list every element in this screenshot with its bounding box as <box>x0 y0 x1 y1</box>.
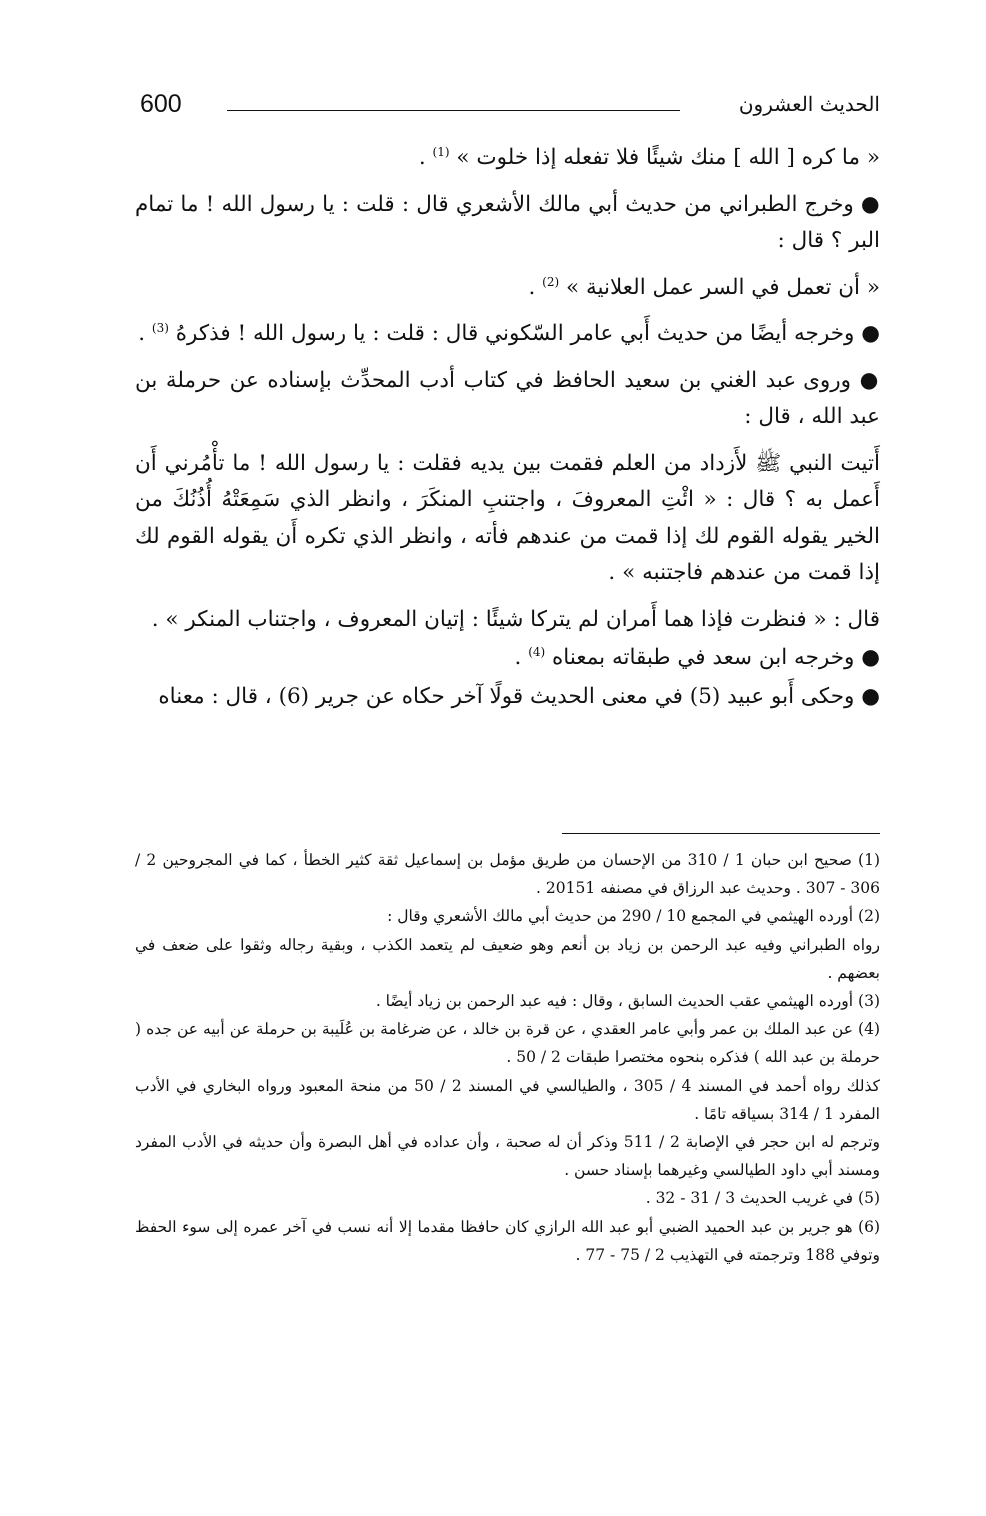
bullet-icon: ● <box>861 645 880 670</box>
footnote-ref: (4) <box>528 644 546 659</box>
footnote-ref: (2) <box>542 274 560 289</box>
paragraph-text: وخرجه أيضًا من حديث أَبي عامر السّكوني قال : قلت : يا رسول الله ! فذكرهُ <box>175 321 855 346</box>
body-paragraph <box>135 270 880 307</box>
paragraph-text: « أن تعمل في السر عمل العلانية » <box>565 274 880 300</box>
footnote: (5) في غريب الحديث 3 / 31 - 32 . <box>645 1189 880 1208</box>
footnote: (4) عن عبد الملك بن عمر وأبي عامر العقدي ، عن قرة بن خالد ، عن ضرغامة بن عُلَيبة بن حرملة عن أبيه عن جده ( حرملة بن عبد الله ) فذكره بنحوه مختصرا طبقات 2 / 50 . <box>135 1020 880 1067</box>
paragraph-text: أَتيت النبي ﷺ لأَزداد من العلم فقمت بين يديه فقلت : يا رسول الله ! ما تأْمُرني أَن أَعمل به ؟ قال : « ائْتِ المعروفَ ، واجتنبِ المنكَرَ ، وانظر الذي سَمِعَتْهُ أُذُنُكَ من الخير يقوله القوم لك إذا قمت من عندهم فأته ، وانظر الذي تكره أَن يقوله القوم لك إذا قمت من عندهم فاجتنبه » . <box>135 450 880 585</box>
running-title: الحديث العشرون <box>738 92 880 116</box>
body-paragraph <box>135 446 880 592</box>
footnote: (2) أورده الهيثمي في المجمع 10 / 290 من حديث أبي مالك الأشعري وقال : <box>387 907 880 926</box>
footnote-rule <box>562 833 880 834</box>
footnote: (3) أورده الهيثمي عقب الحديث السابق ، وقال : فيه عبد الرحمن بن زياد أيضًا . <box>375 992 880 1011</box>
paragraph-text: قال : « فنظرت فإذا هما أَمران لم يتركا شيئًا : إتيان المعروف ، واجتناب المنكر » . <box>151 606 880 632</box>
body-paragraph <box>135 187 880 260</box>
footnote-ref: (1) <box>432 144 450 159</box>
page-header <box>135 90 880 130</box>
footnotes <box>135 846 880 1269</box>
paragraph-tail: . <box>418 145 433 170</box>
footnote: وترجم له ابن حجر في الإصابة 2 / 511 وذكر أن له صحبة ، وأن عداده في أهل البصرة وأن حديثه في الأدب المفرد ومسند أبي داود الطيالسي وغيرهما بإسناد حسن . <box>135 1133 881 1180</box>
paragraph-text: « ما كره [ الله ] منك شيئًا فلا تفعله إذا خلوت » <box>456 145 880 170</box>
body-paragraph <box>135 602 880 639</box>
footnote: (1) صحيح ابن حبان 1 / 310 من الإحسان من طريق مؤمل بن إسماعيل ثقة كثير الخطأ ، كما في المجروحين 2 / 306 - 307 . وحديث عبد الرزاق في مصنفه 20151 . <box>135 851 881 898</box>
body-paragraph <box>135 640 880 677</box>
footnote-ref: (3) <box>151 320 169 335</box>
paragraph-text: وحكى أَبو عبيد (5) في معنى الحديث قولًا آخر حكاه عن جرير (6) ، قال : معناه <box>158 683 855 709</box>
page-number: 600 <box>140 90 182 118</box>
bullet-icon: ● <box>861 683 880 709</box>
footnote: (6) هو جرير بن عبد الحميد الضبي أبو عبد الله الرازي كان حافظا مقدما إلا أنه نسب في آخر عمره إلى سوء الحفظ وتوفي 188 وترجمته في التهذيب 2 / 75 - 77 . <box>135 1217 880 1264</box>
bullet-icon: ● <box>860 191 881 217</box>
footnote: رواه الطبراني وفيه عبد الرحمن بن زياد بن أنعم وهو ضعيف لم يتعمد الكذب ، وبقية رجاله وثقوا على ضعف في بعضهم . <box>135 935 880 982</box>
footnote: كذلك رواه أحمد في المسند 4 / 305 ، والطيالسي في المسند 2 / 50 من منحة المعبود ورواه البخاري في الأدب المفرد 1 / 314 بسياقه تامًا . <box>135 1076 881 1123</box>
paragraph-tail: . <box>528 274 543 300</box>
paragraph-text: وخرج الطبراني من حديث أبي مالك الأشعري قال : قلت : يا رسول الله ! ما تمام البر ؟ قال : <box>135 191 880 253</box>
header-rule <box>227 110 680 111</box>
paragraph-text: وروى عبد الغني بن سعيد الحافظ في كتاب أدب المحدِّث بإسناده عن حرملة بن عبد الله ، قال : <box>135 367 880 429</box>
bullet-icon: ● <box>861 321 880 346</box>
paragraph-tail: . <box>138 321 152 346</box>
paragraph-tail: . <box>514 645 529 670</box>
body-paragraph <box>135 316 880 353</box>
body-paragraph <box>135 140 880 177</box>
body-paragraph <box>135 363 880 436</box>
body-text <box>135 140 880 725</box>
paragraph-text: وخرجه ابن سعد في طبقاته بمعناه <box>552 645 855 670</box>
bullet-icon: ● <box>859 367 880 393</box>
body-paragraph <box>135 679 880 716</box>
